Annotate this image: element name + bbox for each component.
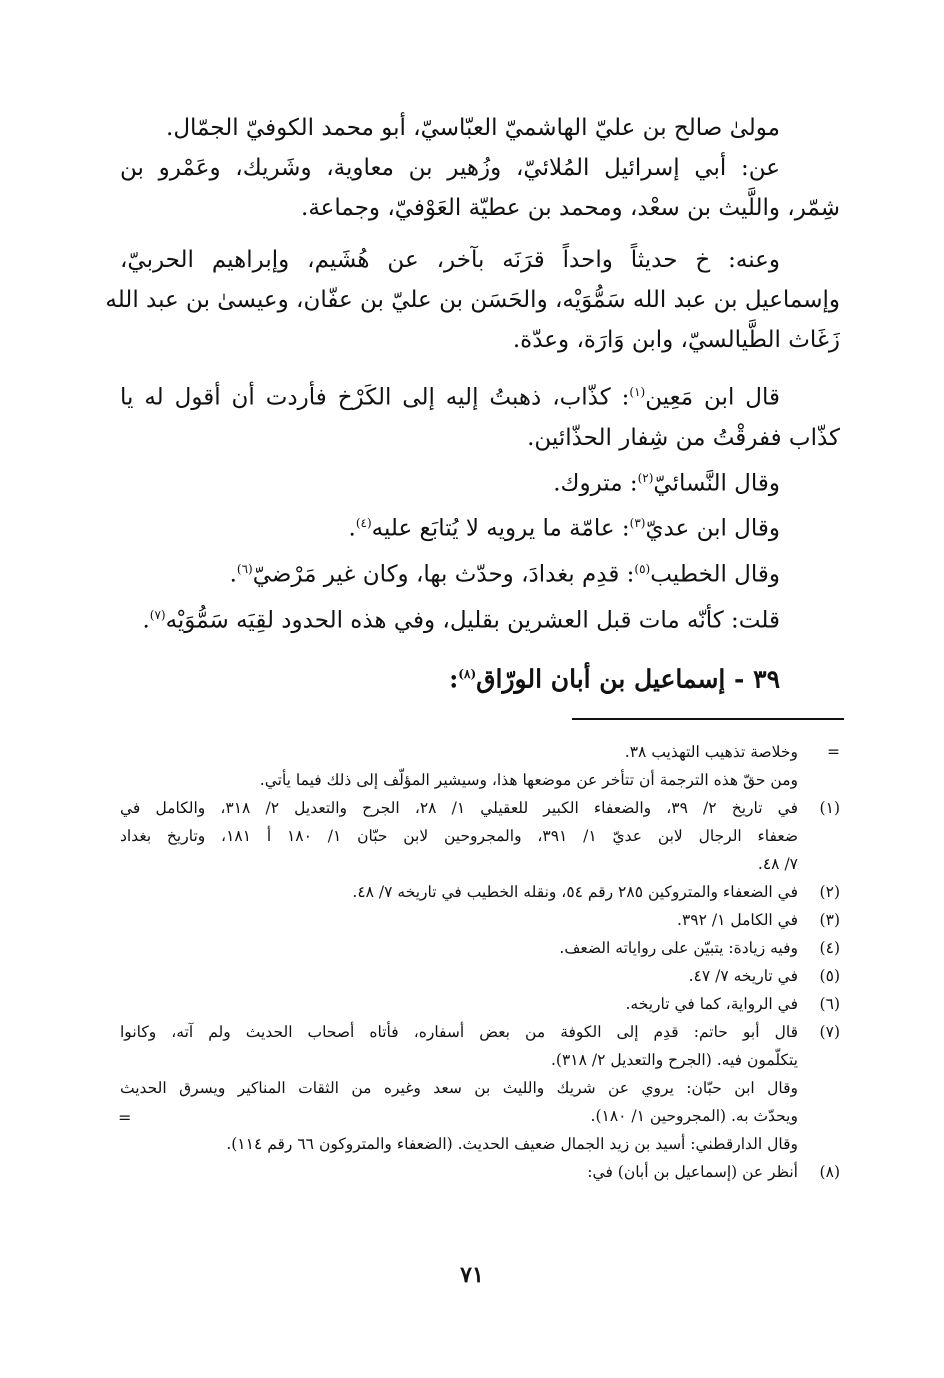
footnote-line: وقال الدارقطني: أسيد بن زيد الجمال ضعيف الحديث. (الضعفاء والمتروكون ٦٦ رقم ١١٤). [226, 1135, 798, 1153]
footnote-ref: (٥) [634, 561, 651, 576]
footnote-ref: (١) [629, 385, 646, 399]
footnote-line: أنظر عن (إسماعيل بن أبان) في: [587, 1163, 798, 1181]
footnote-ref: (٧) [149, 607, 166, 622]
footnote-number: (٧) [819, 1023, 840, 1041]
paragraph-line: كذّاب ففرقْتُ من شِفار الحذّائين. [527, 424, 840, 451]
footnote-line: في تاريخه ٧/ ٤٧. [688, 967, 798, 985]
paragraph-line: شِمّر، واللَّيث بن سعْد، ومحمد بن عطيّة العَوْفيّ، وجماعة. [301, 195, 840, 221]
paragraph-line: وإسماعيل بن عبد الله سَمُّوَيْه، والحَسَن بن عليّ بن عفّان، وعيسىٰ بن عبد الله [105, 287, 840, 313]
text-span: : قدِم بغدادَ، وحدّث بها، وكان غير مَرْضيّ [252, 561, 635, 588]
text-span: قال ابن مَعِين [645, 384, 780, 411]
footnote [120, 934, 840, 962]
footnote-number: (٦) [819, 995, 840, 1013]
footnote-number: (٤) [819, 939, 840, 957]
footnote-divider [572, 718, 844, 720]
footnote-line: قال أبو حاتم: قدِم إلى الكوفة من بعض أسفاره، فأتاه أصحاب الحديث ولم آته، وكانوا [120, 1023, 798, 1041]
footnote-number: (٥) [819, 967, 840, 985]
footnote-line: ٧/ ٤٨. [757, 855, 798, 873]
paragraph-line: مولىٰ صالح بن عليّ الهاشميّ العبّاسيّ، أبو محمد الكوفيّ الجمّال. [166, 115, 780, 141]
paragraph-line: عن: أبي إسرائيل المُلائيّ، وزُهير بن معاوية، وشَريك، وعَمْرو بن [120, 155, 780, 181]
footnote-number: (١) [819, 799, 840, 817]
footnote-ref: (٨) [458, 667, 477, 682]
footnote-text [120, 738, 798, 794]
footnote [120, 962, 840, 990]
footnote-line: في الضعفاء والمتروكين ٢٨٥ رقم ٥٤، ونقله الخطيب في تاريخه ٧/ ٤٨. [352, 883, 798, 901]
footnote [120, 990, 840, 1018]
paragraph-line [120, 503, 840, 549]
footnote-line: في الرواية، كما في تاريخه. [625, 995, 798, 1013]
footnote-ref: (٦) [236, 561, 253, 576]
paragraph-line: زَغَاث الطَّيالسيّ، وابن وَارَة، وعدّة. [512, 327, 840, 353]
text-span: . [229, 561, 237, 588]
footnote-ref: (٢) [637, 470, 654, 485]
text-span: . [348, 515, 356, 542]
text-span: : عامّة ما يرويه لا يُتابَع عليه [371, 515, 630, 542]
entry-heading [120, 654, 840, 699]
footnote-text [120, 1018, 798, 1158]
footnote-line: ومن حقّ هذه الترجمة أن تتأخر عن موضعها هذا، وسيشير المؤلّف إلى ذلك فيما يأتي. [259, 771, 798, 789]
text-span: وقال الخطيب [650, 561, 780, 588]
footnote-text [120, 794, 798, 878]
footnote [120, 906, 840, 934]
text-span: : كذّاب، ذهبتُ إليه إلى الكَرْخ فأردت أن أقول له يا [120, 384, 630, 411]
footnote-ref: (٣) [629, 516, 646, 531]
footnote-line: وخلاصة تذهيب التهذيب ٣٨. [624, 743, 798, 761]
text-span: : [449, 664, 459, 694]
text-span: قلت: كأنّه مات قبل العشرين بقليل، وفي هذه الحدود لقِيَه سَمُّوَيْه [165, 607, 780, 634]
text-span: : متروك. [553, 470, 638, 497]
footnote-line: ضعفاء الرجال لابن عديّ ١/ ٣٩١، والمجروحين لابن حبّان ١/ ١٨٠ أ ١٨١، وتاريخ بغداد [120, 827, 799, 845]
footnote [120, 1018, 840, 1158]
footnote [120, 878, 840, 906]
text-span: . [142, 607, 150, 634]
footnote-ref: (٤) [355, 516, 372, 531]
paragraph-line [120, 549, 840, 595]
footnote [120, 794, 840, 878]
footnote [120, 1158, 840, 1186]
footnote-number: (٣) [819, 911, 840, 929]
footnote [120, 738, 840, 794]
footnote-number: = [827, 743, 840, 761]
paragraph-line [120, 595, 840, 641]
text-span: وقال النَّسائيّ [653, 470, 780, 497]
footnote-number: (٢) [819, 883, 840, 901]
page-number: ٧١ [460, 1262, 484, 1288]
continuation-mark: = [118, 1108, 132, 1127]
main-text [105, 108, 840, 700]
footnote-line: في تاريخ ٢/ ٣٩، والضعفاء الكبير للعقيلي ١/ ٢٨، الجرح والتعديل ٢/ ٣١٨، والكامل في [120, 799, 798, 817]
paragraph-line [120, 458, 840, 504]
footnote-line: وفيه زيادة: يتبيّن على رواياته الضعف. [559, 939, 798, 957]
footnotes [120, 738, 840, 1186]
heading-text: ٣٩ - إسماعيل بن أبان الورّاق [476, 664, 780, 694]
paragraph-line: وعنه: خ حديثاً واحداً قرَنَه بآخر، عن هُشَيم، وإبراهيم الحربيّ، [120, 247, 780, 273]
text-span: وقال ابن عديّ [645, 515, 780, 542]
footnote-line: في الكامل ١/ ٣٩٢. [677, 911, 798, 929]
footnote-number: (٨) [819, 1163, 840, 1181]
paragraph-line [120, 372, 840, 418]
footnote-line: ويحدّث به. (المجروحين ١/ ١٨٠). [590, 1107, 798, 1125]
footnote-line: يتكلّمون فيه. (الجرح والتعديل ٢/ ٣١٨). [550, 1051, 798, 1069]
footnote-line: وقال ابن حبّان: يروي عن شريك والليث بن سعد وغيره من الثقات المناكير ويسرق الحديث [120, 1079, 798, 1097]
